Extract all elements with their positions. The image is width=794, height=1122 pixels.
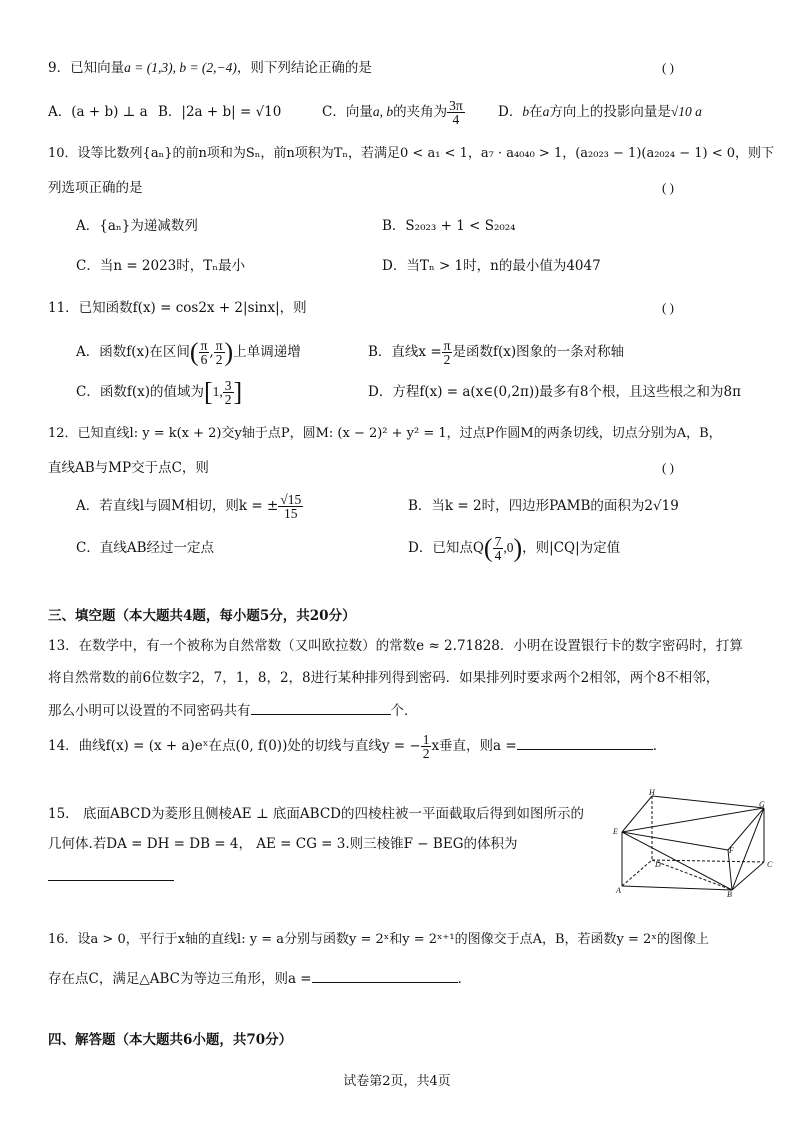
q12-answer-paren: ( ): [662, 460, 674, 475]
q14-stem: 14．曲线f(x) = (x + a)eˣ在点(0, f(0))处的切线与直线y = − $\frac{1}{2}$ x垂直，则a = ．: [48, 732, 667, 761]
q15-line1: 15． 底面ABCD为菱形且侧棱AE ⊥ 底面ABCD的四棱柱被一平面截取后得到如图所示的: [48, 806, 584, 822]
q11-option-b: B．直线x = $\frac{\pi}{2}$ 是函数f(x)图象的一条对称轴: [368, 338, 625, 367]
q10-answer-paren: ( ): [662, 180, 674, 195]
q10-line2: 列选项正确的是: [48, 180, 143, 196]
q16-line1: 16．设a > 0，平行于x轴的直线l: y = a分别与函数y = 2ˣ和y = 2ˣ⁺¹的图像交于点A，B，若函数y = 2ˣ的图像上: [48, 932, 709, 947]
figure-label-h: H: [649, 788, 655, 797]
q13-line3: 那么小明可以设置的不同密码共有 个．: [48, 700, 418, 721]
section-4-heading: 四、解答题（本大题共6小题，共70分）: [48, 1032, 293, 1048]
q16-line2: 存在点C，满足△ABC为等边三角形，则a = ．: [48, 968, 471, 989]
q9-option-d: D．b在a方向上的投影向量是√10 a: [498, 104, 702, 120]
q15-line2: 几何体.若DA = DH = DB = 4， AE = CG = 3.则三棱锥F − BEG的体积为: [48, 836, 518, 852]
figure-label-c: C: [767, 860, 773, 869]
figure-label-g: G: [759, 800, 765, 809]
q12-line1: 12．已知直线l: y = k(x + 2)交y轴于点P，圆M: (x − 2)² + y² = 1，过点P作圆M的两条切线，切点分别为A，B，: [48, 426, 722, 441]
q10-option-a: A．{aₙ}为递减数列: [76, 218, 198, 234]
figure-label-a: A: [616, 886, 621, 895]
q11-option-a: A．函数f(x)在区间( $\frac{\pi}{6}$ , $\frac{\pi}{2}$ )上单调递增: [76, 337, 301, 367]
q9-stem: 9．已知向量a = (1,3), b = (2,−4)，则下列结论正确的是: [48, 60, 372, 76]
q10-option-d: D．当Tₙ > 1时，n的最小值为4047: [382, 258, 601, 274]
q10-line1: 10．设等比数列{aₙ}的前n项和为Sₙ，前n项积为Tₙ，若满足0 < a₁ < 1，a₇ · a₄₀₄₀ > 1，(a₂₀₂₃ − 1)(a₂₀₂₄ − 1) < 0，则下: [48, 146, 774, 161]
q9-answer-paren: ( ): [662, 60, 674, 75]
page-footer: 试卷第2页，共4页: [343, 1074, 451, 1089]
q10-option-b: B．S₂₀₂₃ + 1 < S₂₀₂₄: [382, 218, 516, 234]
q11-option-d: D．方程f(x) = a(x∈(0,2π))最多有8个根，且这些根之和为8π: [368, 384, 741, 400]
q11-option-c: C．函数f(x)的值域为[1, $\frac{3}{2}$ ]: [76, 377, 243, 407]
figure-label-b: B: [727, 890, 732, 899]
q12-option-a: A．若直线l与圆M相切，则k = ± $\frac{√15}{15}$: [76, 492, 302, 521]
q13-line1: 13．在数学中，有一个被称为自然常数（又叫欧拉数）的常数e ≈ 2.71828．小明在设置银行卡的数字密码时，打算: [48, 638, 743, 654]
q16-answer-blank[interactable]: [312, 968, 458, 983]
geometry-figure: [612, 788, 772, 900]
q12-option-b: B．当k = 2时，四边形PAMB的面积为2√19: [408, 498, 679, 514]
q14-answer-blank[interactable]: [517, 735, 653, 750]
q13-answer-blank[interactable]: [251, 700, 391, 715]
q13-line2: 将自然常数的前6位数字2，7，1，8，2，8进行某种排列得到密码．如果排列时要求两个2相邻，两个8不相邻，: [48, 670, 720, 686]
q9-option-a: A．(a + b) ⊥ a: [48, 104, 148, 120]
q11-stem: 11．已知函数f(x) = cos2x + 2|sinx|，则: [48, 300, 307, 316]
figure-label-e: E: [613, 827, 618, 836]
figure-label-d: D: [655, 860, 661, 869]
q15-answer-blank[interactable]: [48, 866, 174, 881]
q12-line2: 直线AB与MP交于点C，则: [48, 460, 209, 476]
q9-option-c: C．向量a, b的夹角为 $\frac{3\pi}{4}$: [322, 98, 463, 127]
section-3-heading: 三、填空题（本大题共4题，每小题5分，共20分）: [48, 608, 356, 624]
q9-option-b: B．|2a + b| = √10: [158, 104, 282, 120]
figure-label-f: F: [729, 846, 734, 855]
q10-option-c: C．当n = 2023时，Tₙ最小: [76, 258, 246, 274]
q12-option-c: C．直线AB经过一定点: [76, 540, 214, 556]
q12-option-d: D．已知点Q( $\frac{7}{4}$ ,0)，则|CQ|为定值: [408, 533, 621, 563]
q11-answer-paren: ( ): [662, 300, 674, 315]
